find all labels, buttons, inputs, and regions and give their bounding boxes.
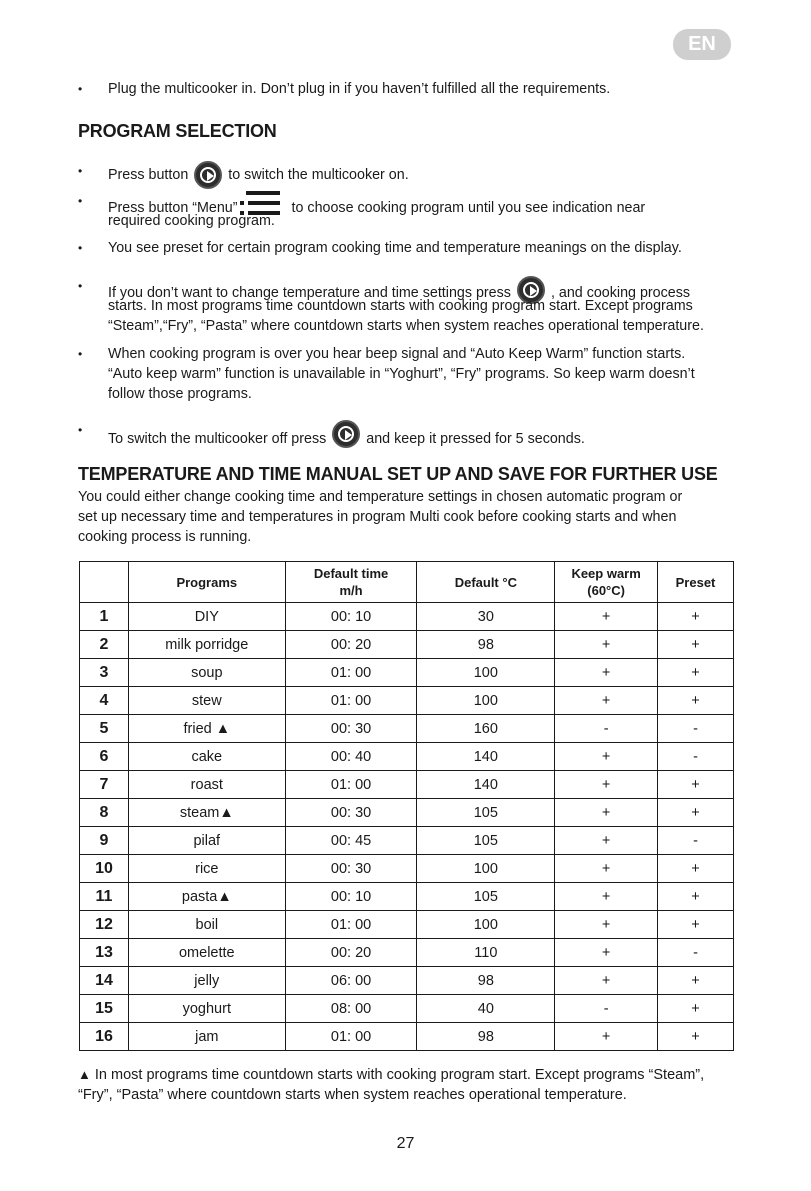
default-temp-cell: 160 xyxy=(417,715,555,743)
triangle-icon: ▲ xyxy=(78,1067,91,1082)
program-name-cell: soup xyxy=(128,659,285,687)
bullet-text: to choose cooking program until you see indication near xyxy=(291,200,646,216)
default-temp-cell: 98 xyxy=(417,967,555,995)
keep-warm-cell: - xyxy=(555,995,658,1023)
table-row xyxy=(80,827,734,855)
row-number-cell: 12 xyxy=(80,911,129,939)
header-time-line2: m/h xyxy=(339,583,363,598)
bullet-text: If you don’t want to change temperature and time settings press xyxy=(108,285,511,301)
bullet-text: , and cooking process xyxy=(550,285,691,301)
keep-warm-cell: + xyxy=(555,631,658,659)
row-number-cell: 15 xyxy=(80,995,129,1023)
keep-warm-cell: + xyxy=(555,743,658,771)
default-temp-cell: 100 xyxy=(417,659,555,687)
default-time-cell: 00: 10 xyxy=(285,603,417,631)
bullet-text: required cooking program. xyxy=(108,213,275,229)
table-header-row xyxy=(80,562,734,603)
default-time-cell: 00: 30 xyxy=(285,715,417,743)
header-time-line1: Default time xyxy=(313,566,389,581)
header-keep-line2: (60°C) xyxy=(587,583,625,598)
row-number-cell: 13 xyxy=(80,939,129,967)
preset-cell: - xyxy=(658,743,734,771)
keep-warm-cell: + xyxy=(555,883,658,911)
paragraph-line: cooking process is running. xyxy=(78,529,252,545)
bullet-dot: • xyxy=(78,194,83,208)
program-name-cell: rice xyxy=(128,855,285,883)
row-number-cell: 9 xyxy=(80,827,129,855)
default-temp-cell: 98 xyxy=(417,1023,555,1051)
default-temp-cell: 30 xyxy=(417,603,555,631)
preset-cell: + xyxy=(658,967,734,995)
header-default-temp: Default °C xyxy=(417,562,555,603)
keep-warm-cell: + xyxy=(555,659,658,687)
power-icon xyxy=(194,161,222,189)
preset-cell: + xyxy=(658,687,734,715)
table-row xyxy=(80,855,734,883)
table-row xyxy=(80,1023,734,1051)
row-number-cell: 1 xyxy=(80,603,129,631)
program-name-cell: milk porridge xyxy=(128,631,285,659)
bullet-dot: • xyxy=(78,347,83,361)
footnote-text: “Fry”, “Pasta” where countdown starts when system reaches operational temperature. xyxy=(78,1087,627,1103)
page-number: 27 xyxy=(396,1135,415,1152)
header-default-time xyxy=(285,562,417,603)
table-row xyxy=(80,995,734,1023)
default-time-cell: 00: 20 xyxy=(285,939,417,967)
default-time-cell: 00: 20 xyxy=(285,631,417,659)
default-temp-cell: 100 xyxy=(417,687,555,715)
row-number-cell: 3 xyxy=(80,659,129,687)
keep-warm-cell: + xyxy=(555,799,658,827)
table-row xyxy=(80,659,734,687)
program-name-cell: jam xyxy=(128,1023,285,1051)
bullet-dot: • xyxy=(78,241,83,255)
manual-setup-paragraph xyxy=(78,487,738,547)
default-time-cell: 01: 00 xyxy=(285,911,417,939)
program-name-cell: fried ▲ xyxy=(128,715,285,743)
table-row xyxy=(80,799,734,827)
preset-cell: + xyxy=(658,855,734,883)
program-name-cell: steam▲ xyxy=(128,799,285,827)
bullet-text: and keep it pressed for 5 seconds. xyxy=(366,431,585,447)
preset-cell: + xyxy=(658,1023,734,1051)
keep-warm-cell: + xyxy=(555,967,658,995)
language-badge: EN xyxy=(673,29,731,60)
preset-cell: + xyxy=(658,603,734,631)
program-name-cell: omelette xyxy=(128,939,285,967)
default-time-cell: 00: 30 xyxy=(285,799,417,827)
default-temp-cell: 105 xyxy=(417,799,555,827)
default-time-cell: 06: 00 xyxy=(285,967,417,995)
table-row xyxy=(80,687,734,715)
keep-warm-cell: + xyxy=(555,911,658,939)
footnote xyxy=(78,1065,748,1105)
preset-cell: + xyxy=(658,911,734,939)
program-name-cell: stew xyxy=(128,687,285,715)
program-name-cell: cake xyxy=(128,743,285,771)
keep-warm-cell: + xyxy=(555,939,658,967)
default-temp-cell: 105 xyxy=(417,827,555,855)
bullet-text: Press button xyxy=(108,166,189,183)
bullet-text: When cooking program is over you hear beep signal and “Auto Keep Warm” function starts. xyxy=(108,346,686,362)
default-time-cell: 01: 00 xyxy=(285,771,417,799)
keep-warm-cell: + xyxy=(555,603,658,631)
program-selection-title: PROGRAM SELECTION xyxy=(78,121,277,141)
preset-cell: + xyxy=(658,771,734,799)
default-temp-cell: 140 xyxy=(417,771,555,799)
header-keep-line1: Keep warm xyxy=(571,566,641,581)
default-temp-cell: 100 xyxy=(417,911,555,939)
header-preset: Preset xyxy=(658,562,734,603)
row-number-cell: 11 xyxy=(80,883,129,911)
program-name-cell: boil xyxy=(128,911,285,939)
table-row xyxy=(80,715,734,743)
bullet-text: follow those programs. xyxy=(108,386,252,402)
manual-setup-title: TEMPERATURE AND TIME MANUAL SET UP AND SAVE FOR FURTHER USE xyxy=(78,464,718,484)
paragraph-line: You could either change cooking time and temperature settings in chosen automatic program or xyxy=(78,489,683,505)
program-name-cell: DIY xyxy=(128,603,285,631)
table-row xyxy=(80,771,734,799)
default-time-cell: 01: 00 xyxy=(285,659,417,687)
default-temp-cell: 100 xyxy=(417,855,555,883)
table-row xyxy=(80,883,734,911)
keep-warm-cell: + xyxy=(555,771,658,799)
bullet-text: “Auto keep warm” function is unavailable in “Yoghurt”, “Fry” programs. So keep warm doesn’t xyxy=(108,366,695,382)
header-keep-warm xyxy=(555,562,658,603)
bullet-text: “Steam”,“Fry”, “Pasta” where countdown starts when system reaches operational temperature. xyxy=(108,318,704,334)
row-number-cell: 7 xyxy=(80,771,129,799)
keep-warm-cell: + xyxy=(555,855,658,883)
preset-cell: + xyxy=(658,659,734,687)
power-off-icon xyxy=(332,420,360,448)
program-name-cell: pilaf xyxy=(128,827,285,855)
table-row xyxy=(80,743,734,771)
row-number-cell: 10 xyxy=(80,855,129,883)
footnote-text: In most programs time countdown starts with cooking program start. Except programs “Steam”, xyxy=(90,1067,705,1083)
table-row xyxy=(80,967,734,995)
table-row xyxy=(80,603,734,631)
table-row xyxy=(80,631,734,659)
preset-cell: + xyxy=(658,799,734,827)
default-time-cell: 01: 00 xyxy=(285,687,417,715)
bullet-dot: • xyxy=(78,279,83,293)
row-number-cell: 2 xyxy=(80,631,129,659)
bullet-text: To switch the multicooker off press xyxy=(108,431,327,447)
preset-cell: - xyxy=(658,939,734,967)
row-number-cell: 8 xyxy=(80,799,129,827)
bullet-dot: • xyxy=(78,82,83,96)
program-name-cell: yoghurt xyxy=(128,995,285,1023)
row-number-cell: 14 xyxy=(80,967,129,995)
default-time-cell: 00: 30 xyxy=(285,855,417,883)
default-time-cell: 00: 10 xyxy=(285,883,417,911)
paragraph-line: set up necessary time and temperatures in program Multi cook before cooking starts and when xyxy=(78,509,677,525)
bullet-text: starts. In most programs time countdown starts with cooking program start. Except programs xyxy=(108,298,693,314)
bullet-dot: • xyxy=(78,423,83,437)
keep-warm-cell: - xyxy=(555,715,658,743)
bullet-dot: • xyxy=(78,164,83,178)
preset-cell: + xyxy=(658,883,734,911)
keep-warm-cell: + xyxy=(555,827,658,855)
intro-bullet-text: Plug the multicooker in. Don’t plug in if you haven’t fulfilled all the requirements. xyxy=(108,81,611,97)
preset-cell: + xyxy=(658,631,734,659)
default-time-cell: 00: 45 xyxy=(285,827,417,855)
default-temp-cell: 105 xyxy=(417,883,555,911)
default-time-cell: 08: 00 xyxy=(285,995,417,1023)
table-row xyxy=(80,911,734,939)
row-number-cell: 4 xyxy=(80,687,129,715)
keep-warm-cell: + xyxy=(555,687,658,715)
table-row xyxy=(80,939,734,967)
program-name-cell: jelly xyxy=(128,967,285,995)
preset-cell: - xyxy=(658,827,734,855)
bullet-text: to switch the multicooker on. xyxy=(228,166,409,183)
default-temp-cell: 110 xyxy=(417,939,555,967)
preset-cell: - xyxy=(658,715,734,743)
preset-cell: + xyxy=(658,995,734,1023)
default-time-cell: 00: 40 xyxy=(285,743,417,771)
header-number xyxy=(80,562,129,603)
row-number-cell: 6 xyxy=(80,743,129,771)
row-number-cell: 5 xyxy=(80,715,129,743)
keep-warm-cell: + xyxy=(555,1023,658,1051)
programs-table xyxy=(79,561,734,1051)
program-name-cell: pasta▲ xyxy=(128,883,285,911)
program-name-cell: roast xyxy=(128,771,285,799)
header-programs: Programs xyxy=(128,562,285,603)
default-time-cell: 01: 00 xyxy=(285,1023,417,1051)
default-temp-cell: 40 xyxy=(417,995,555,1023)
bullet-text: Press button “Menu” xyxy=(108,200,238,216)
row-number-cell: 16 xyxy=(80,1023,129,1051)
bullet-text: You see preset for certain program cooking time and temperature meanings on the display. xyxy=(108,240,682,256)
default-temp-cell: 98 xyxy=(417,631,555,659)
default-temp-cell: 140 xyxy=(417,743,555,771)
